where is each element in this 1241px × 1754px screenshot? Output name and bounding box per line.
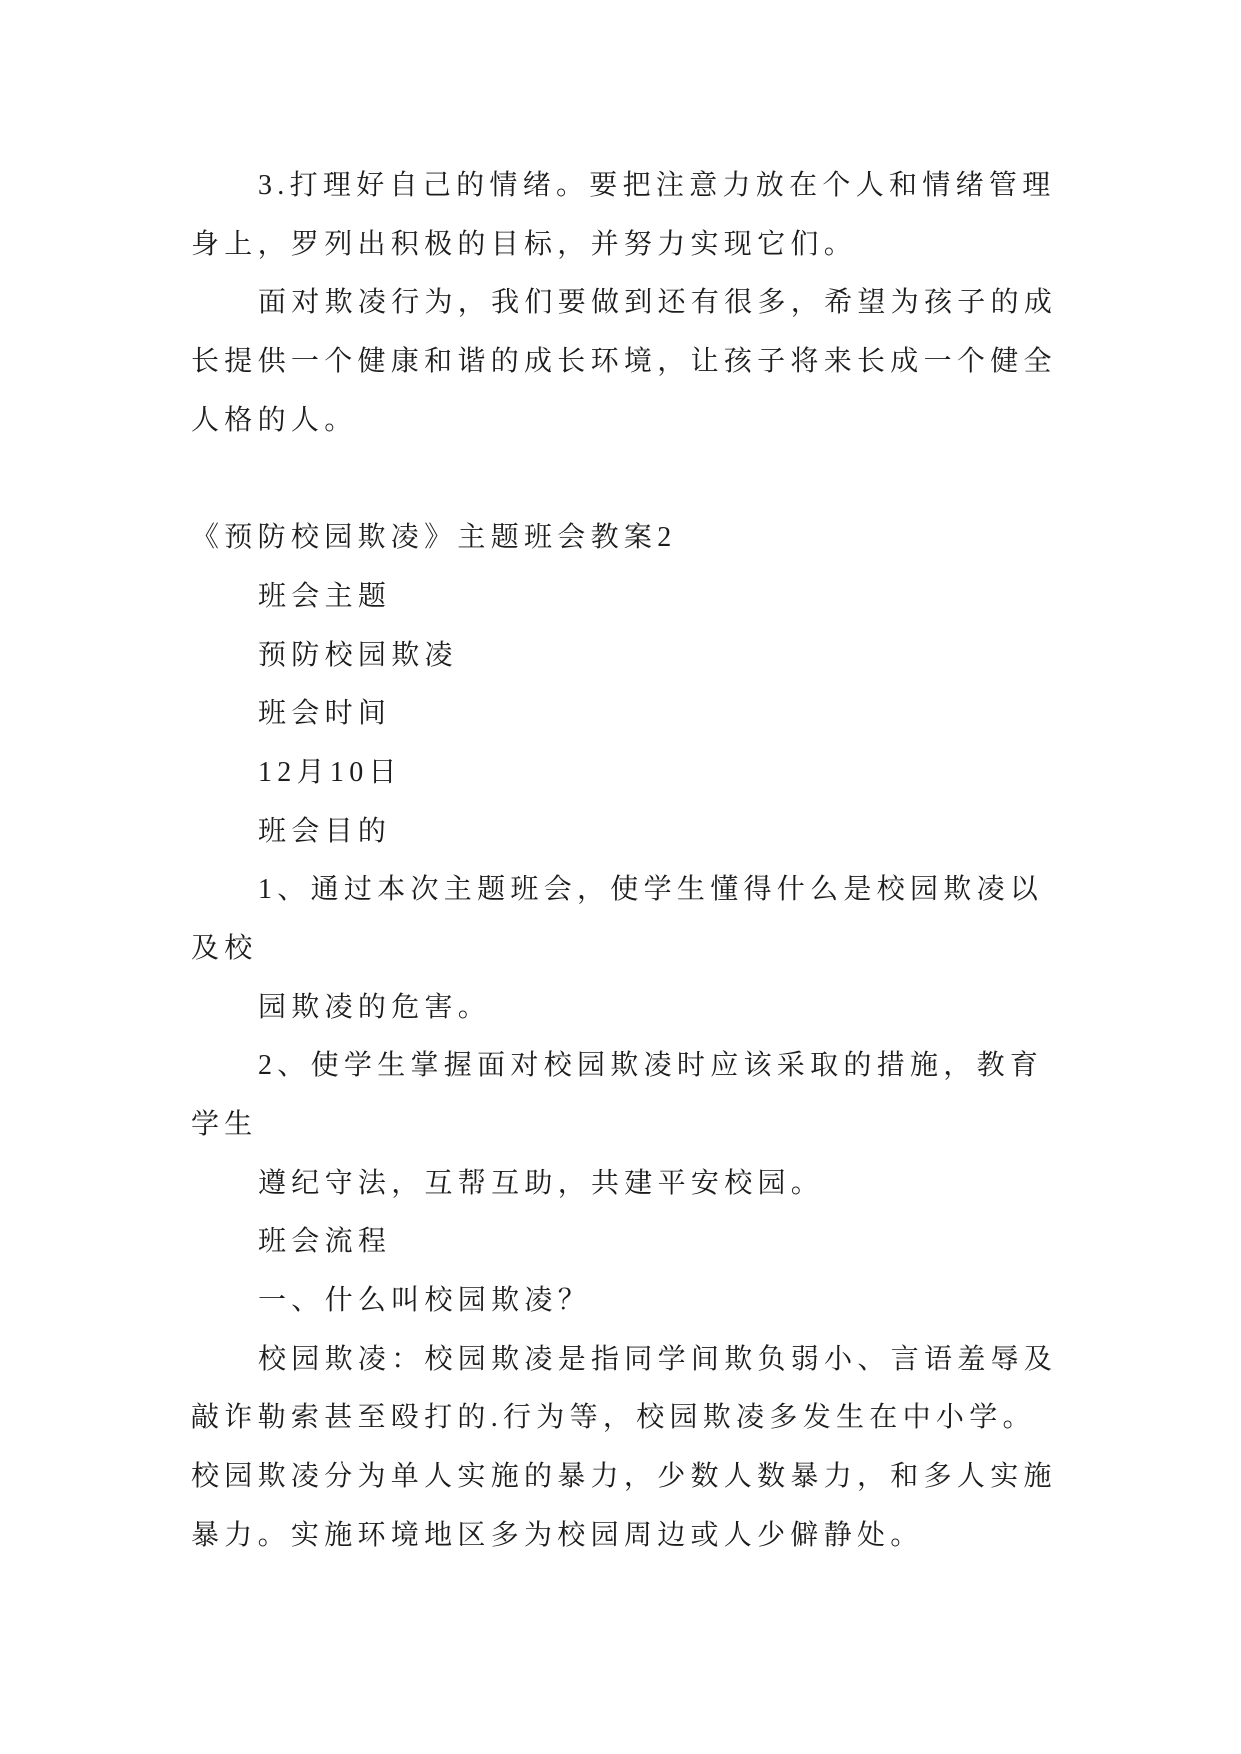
intro-paragraph [191,274,1071,450]
paragraph-line: 12月10日 [258,756,402,788]
paragraph-line: 2、使学生掌握面对校园欺凌时应该采取的措施，教育 [258,1050,1044,1082]
paragraph-line: 身上，罗列出积极的目标，并努力实现它们。 [191,228,858,260]
paragraph-line: 一、什么叫校园欺凌？ [258,1285,592,1317]
paragraph-line: 预防校园欺凌 [258,639,458,671]
heading-goals [191,803,1071,862]
paragraph-line: 敲诈勒索甚至殴打的.行为等，校园欺凌多发生在中小学。 [191,1402,1036,1434]
document-body [191,157,1071,1566]
time-value [191,744,1071,803]
heading-time [191,685,1071,744]
paragraph-line: 人格的人。 [191,404,358,436]
goal-item-1 [191,861,1071,978]
intro-paragraph [191,157,1071,274]
paragraph-line: 校园欺凌分为单人实施的暴力，少数人数暴力，和多人实施 [191,1461,1057,1493]
paragraph-line: 1、通过本次主题班会，使学生懂得什么是校园欺凌以 [258,874,1044,906]
paragraph-line: 暴力。实施环境地区多为校园周边或人少僻静处。 [191,1519,924,1551]
paragraph-line: 3.打理好自己的情绪。要把注意力放在个人和情绪管理 [258,170,1056,201]
paragraph-line: 长提供一个健康和谐的成长环境，让孩子将来长成一个健全 [191,346,1057,378]
section-title: 《预防校园欺凌》主题班会教案2 [191,522,677,554]
heading-process [191,1213,1071,1272]
process-step-1-heading [191,1272,1071,1331]
goal-item-2-continued [191,1155,1071,1214]
paragraph-line: 及校 [191,932,258,964]
paragraph-line: 班会流程 [258,1226,392,1258]
goal-item-2 [191,1037,1071,1154]
paragraph-line: 班会主题 [258,580,392,612]
blank-line [191,450,1071,509]
paragraph-line: 园欺凌的危害。 [258,991,492,1023]
heading-theme [191,568,1071,627]
paragraph-line: 校园欺凌：校园欺凌是指同学间欺负弱小、言语羞辱及 [258,1343,1058,1375]
paragraph-line: 班会时间 [258,698,392,730]
paragraph-line: 遵纪守法，互帮互助，共建平安校园。 [258,1167,825,1199]
paragraph-line: 面对欺凌行为，我们要做到还有很多，希望为孩子的成 [258,287,1058,319]
lesson-plan-title [191,509,1071,568]
bullying-definition [191,1331,1071,1566]
theme-value [191,627,1071,686]
paragraph-line: 班会目的 [258,815,392,847]
goal-item-1-continued [191,979,1071,1038]
paragraph-line: 学生 [191,1109,258,1140]
